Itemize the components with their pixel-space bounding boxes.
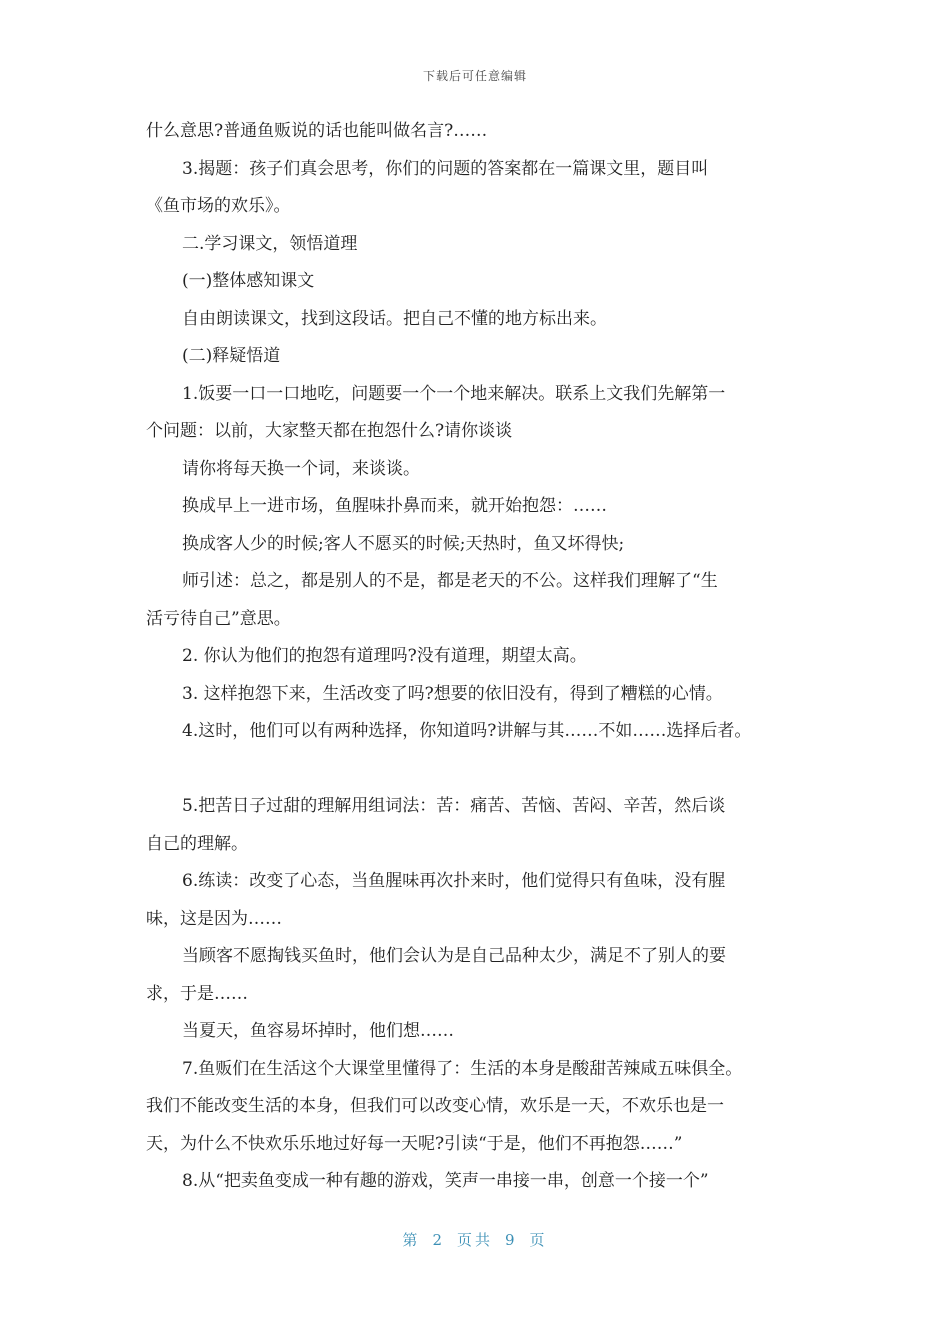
text-line: 味，这是因为…… <box>146 908 282 929</box>
text-line: 活亏待自己”意思。 <box>146 608 291 629</box>
text-line: 自由朗读课文，找到这段话。把自己不懂的地方标出来。 <box>182 308 607 329</box>
text-line: 8.从“把卖鱼变成一种有趣的游戏，笑声一串接一串，创意一个接一个” <box>182 1171 709 1191</box>
paragraph-gap <box>146 756 826 794</box>
page-header: 下载后可任意编辑 <box>422 69 527 83</box>
footer-label-total: 页共 <box>456 1231 493 1249</box>
text-line: 7.鱼贩们在生活这个大课堂里懂得了：生活的本身是酸甜苦辣咸五味俱全。 <box>182 1058 743 1079</box>
text-line: 当顾客不愿掏钱买鱼时，他们会认为是自己品种太少，满足不了别人的要 <box>182 946 726 966</box>
text-line: (一)整体感知课文 <box>182 271 315 291</box>
text-line: 《鱼市场的欢乐》。 <box>146 196 291 216</box>
text-line: 当夏天，鱼容易坏掉时，他们想…… <box>182 1021 454 1041</box>
text-line: 什么意思?普通鱼贩说的话也能叫做名言?…… <box>146 121 488 141</box>
footer-label-page: 第 <box>402 1231 421 1249</box>
text-line: 天，为什么不快欢乐乐地过好每一天呢?引读“于是，他们不再抱怨……” <box>146 1133 683 1154</box>
text-line: 自己的理解。 <box>146 833 248 854</box>
footer-label-end: 页 <box>529 1231 548 1249</box>
text-line: 5.把苦日子过甜的理解用组词法：苦：痛苦、苦恼、苦闷、辛苦，然后谈 <box>182 796 726 816</box>
text-line: 我们不能改变生活的本身，但我们可以改变心情，欢乐是一天，不欢乐也是一 <box>146 1096 724 1116</box>
footer-current-page: 2 <box>432 1231 445 1249</box>
text-line: 换成客人少的时候;客人不愿买的时候;天热时，鱼又坏得快; <box>182 533 625 554</box>
page-footer <box>0 1229 950 1250</box>
text-line: 1.饭要一口一口地吃，问题要一个一个地来解决。联系上文我们先解第一 <box>182 383 726 404</box>
text-line: 求，于是…… <box>146 983 248 1004</box>
document-body <box>146 118 826 1206</box>
text-line: 6.练读：改变了心态，当鱼腥味再次扑来时，他们觉得只有鱼味，没有腥 <box>182 871 726 891</box>
text-line: 二.学习课文，领悟道理 <box>182 233 358 254</box>
text-line: 3. 这样抱怨下来，生活改变了吗?想要的依旧没有，得到了糟糕的心情。 <box>182 683 723 704</box>
text-line: 请你将每天换一个词，来谈谈。 <box>182 458 420 479</box>
text-line: 3.揭题：孩子们真会思考，你们的问题的答案都在一篇课文里，题目叫 <box>182 158 709 179</box>
footer-total-pages: 9 <box>505 1231 518 1249</box>
text-line: 师引述：总之，都是别人的不是，都是老天的不公。这样我们理解了“生 <box>182 571 718 591</box>
text-line: 4.这时，他们可以有两种选择，你知道吗?讲解与其……不如……选择后者。 <box>182 721 752 741</box>
text-line: 换成早上一进市场，鱼腥味扑鼻而来，就开始抱怨：…… <box>182 496 607 516</box>
text-line: (二)释疑悟道 <box>182 346 281 366</box>
text-line: 个问题：以前，大家整天都在抱怨什么?请你谈谈 <box>146 421 513 441</box>
text-line: 2. 你认为他们的抱怨有道理吗?没有道理，期望太高。 <box>182 646 587 666</box>
